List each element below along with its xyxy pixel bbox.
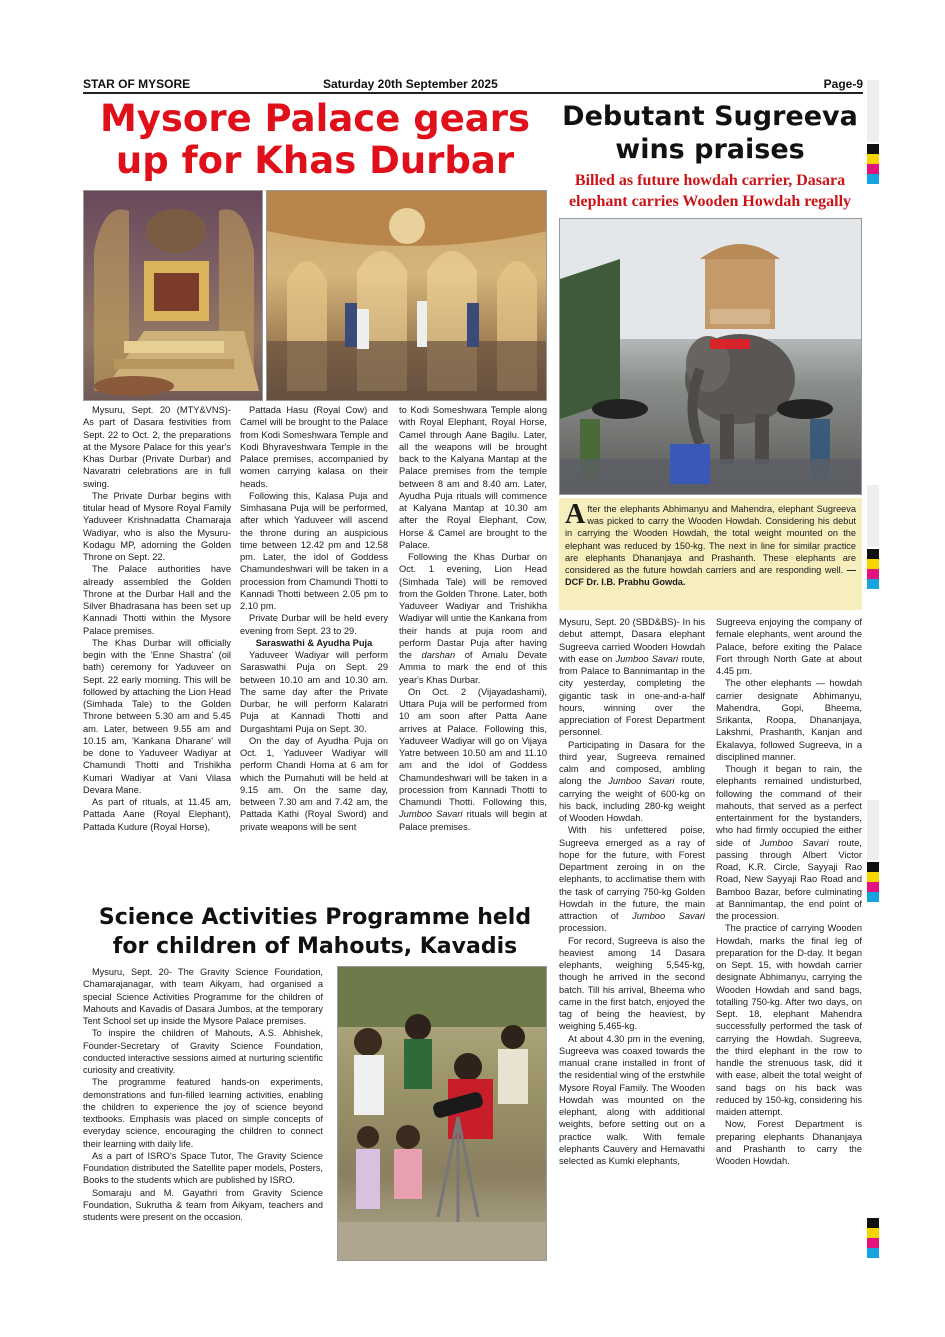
subheading-saraswathi-ayudha-puja: Saraswathi & Ayudha Puja: [255, 637, 373, 648]
caption-dropcap: A: [565, 499, 586, 530]
color-bar-4: [867, 1218, 879, 1258]
issue-date: Saturday 20th September 2025: [323, 77, 498, 91]
story1-column-3: to Kodi Someshwara Temple along with Royal Elephant, Royal Horse, Camel through Aane Bagilu. Later, all the weapons will be brought back to the Kalyana Mantap at the Palace premises from the temple between 8 am and 8.40 am. Later, Ayudha Puja rituals will commence at Kalyana Mantap at 10.30 am after the Royal Elephant, Cow, Horse & Camel are brought to the Palace. Following the Khas Durbar on Oct. 1 evening, Lion Head (Simhada Tale) will be removed from the Golden Throne. Later, both Yaduveer Wadiyar and Trishikha Wadiyar will untie the Kankana from their hands at puja room and perform Dastar Puja after having the darshan of Amalu Devate Amma to mark the end of this year's Khas Durbar. On Oct. 2 (Vijayadashami), Uttara Puja will be performed from 10 am soon after Patta Aane arrives at Palace. Following this, Yaduveer Wadiyar will go on Vijaya Yatre between 10.50 am and 11.10 am and the idol of Goddess Chamundeshwari will be taken in a procession from Kannadi Thotti to Chamundi Thotti. Following this, Jumboo Savari rituals will begin at Palace premises.: [399, 405, 547, 832]
story1-column-1: Mysuru, Sept. 20 (MTY&VNS)- As part of Dasara festivities from Sept. 22 to Oct. 2, the preparations at the Mysore Palace for this year's Khas Durbar (Private Durbar) and Navaratri celebrations are in full swing. The Private Durbar begins with titular head of Mysore Royal Family Yaduveer Krishnadatta Chamaraja Wadiyar, who is also the Mysuru-Kodagu MP, adorning the Golden Throne on Sept. 22. The Palace authorities have already assembled the Golden Throne at the Durbar Hall and the Silver Bhadrasana has been set up Kannadi Thotti within the Mysore Palace premises. The Khas Durbar will officially begin with the 'Enne Shastra' (oil bath) ceremony for Yaduveer on Sept. 22 early morning. This will be followed by attaching the Lion Head (Simhada Tale) to the Golden Throne between 5.30 am and 5.45 am. Later, between 9.55 am and 10.15 am, 'Kankana Dharane' will be done to Yaduveer Wadiyar at Chamundi Thotti and Trishikha Kumari Wadiyar at Vani Vilasa Devara Mane. As part of rituals, at 11.45 am, Pattada Aane (Royal Elephant), Pattada Kudure (Royal Horse),: [83, 405, 231, 832]
registration-strip-top: [867, 80, 879, 142]
story2-column-2: Sugreeva enjoying the company of female elephants, went around the Palace, before exiting the Palace Fort through North Gate at about 4.45 pm. The other elephants — howdah carrier designate Abhimanyu, Mahendra, Gopi, Bheema, Srikanta, Roopa, Dhananjaya, Lakshmi, Prashanth, Kanjan and Ekalavya, followed Sugreeva, in a disciplined manner. Though it began to rain, the elephants remained undisturbed, following the command of their mahouts, that served as a perfect entertainment for the bystanders, who had firmly occupied the either side of Jumboo Savari route, passing through Albert Victor Road, K.R. Circle, Sayyaji Rao Road, New Sayyaji Rao Road and Bamboo Bazar, before culminating at Bannimantap, the end point of the procession. The practice of carrying Wooden Howdah, marks the final leg of preparation for the D-day. It began on Sept. 15, with howdah carrier designate Abhimanyu, carrying the Wooden Howdah and sand bags, totalling 750-kg. After two days, on Sept. 18, elephant Mahendra successfully performed the task of carrying the Howdah. Sugreeva, the third elephant in the row to handle the strenuous task, did it with ease, albeit the total weight of sand bags on his back was reduced by 150-kg, considering his maiden attempt. Now, Forest Department is preparing elephants Dhananjaya and Prashanth to carry the Wooden Howdah.: [716, 617, 862, 1166]
registration-strip-3: [867, 800, 879, 860]
story3-text: Mysuru, Sept. 20- The Gravity Science Foundation, Chamarajanagar, with team Aikyam, had organised a special Science Activities Programme for the children of Mahouts and Kavadis of Dasara Jumbos, at the temporary Tent School set up inside the Mysore Palace premises. To inspire the children of Mahouts, A.S. Abhishek, Founder-Secretary of Gravity Science Foundation, conducted interactive sessions aimed at nurturing scientific curiosity and creativity. The programme featured hands-on experiments, demonstrations and fun-filled learning activities, enabling the children to experience the joy of science beyond textbooks. Emphasis was placed on simple concepts of everyday science, encouraging the children to connect their learning with daily life. As a part of ISRO's Space Tutor, The Gravity Science Foundation distributed the Satellite paper models, Posters, Books to the students which are published by ISRO. Somaraju and M. Gayathri from Gravity Science Foundation, Sukrutha & team from Aikyam, teachers and students were present on the occasion.: [83, 967, 323, 1222]
story3-headline: Science Activities Programme held for children of Mahouts, Kavadis: [98, 905, 532, 959]
caption-credit: —DCF Dr. I.B. Prabhu Gowda.: [565, 565, 856, 588]
color-bar-2: [867, 549, 879, 589]
durbar-hall-cleaning-photo: [266, 190, 547, 401]
page-number: Page-9: [823, 77, 863, 91]
story1-column-2: Pattada Hasu (Royal Cow) and Camel will be brought to the Palace from Kodi Someshwara Temple and Kodi Bhyraveshwara Temple in the Palace premises, accompanied by women carrying kalasa on their heads. Following this, Kalasa Puja and Simhasana Puja will be performed, after which Yaduveer will ascend the throne during an auspicious time between 12.42 pm and 12.58 pm. Later, the idol of Goddess Chamundeshwari will be taken in a procession from Chamundi Thotti to Kannadi Thotti between 2.05 pm to 2.10 pm. Private Durbar will be held every evening from Sept. 23 to 29. Saraswathi & Ayudha Puja Yaduveer Wadiyar will perform Saraswathi Puja on Sept. 29 between 10.10 am and 10.30 am. The same day after the Private Durbar, he will perform Kalaratri Puja at Kannadi Thotti and Durgashtami Puja on Sept. 30. On the day of Ayudha Puja on Oct. 1, Yaduveer Wadiyar will perform Chandi Homa at 6 am for which the Purnahuti will be held at 9.15 am. On the same day, between 7.30 am and 7.42 am, the Pattada Kathi (Royal Sword) and private weapons will be sent: [240, 405, 388, 832]
header-rule: [83, 92, 863, 94]
sugreeva-elephant-photo: [559, 218, 862, 495]
color-bar-1: [867, 144, 879, 184]
story2-subheadline: Billed as future howdah carrier, Dasara elephant carries Wooden Howdah regally: [568, 172, 852, 210]
story2-headline: Debutant Sugreeva wins praises: [562, 101, 858, 165]
newspaper-name: STAR OF MYSORE: [83, 77, 191, 91]
golden-throne-photo: [83, 190, 263, 401]
children-telescope-photo: [337, 966, 547, 1261]
story2-column-1: Mysuru, Sept. 20 (SBD&BS)- In his debut attempt, Dasara elephant Sugreeva carried Wooden Howdah with ease on Jumboo Savari route, from Palace to Bannimantap in the city yesterday, completing the gigantic task in one-and-a-half hours, winning over the appreciation of Forest Department personnel. Participating in Dasara for the third year, Sugreeva remained calm and composed, ambling along the Jumboo Savari route, carrying the weight of 600-kg on his back, including 280-kg weight of Wooden Howdah. With his unfettered poise, Sugreeva emerged as a ray of hope for the future, with Forest Department zeroing in on the elephants, to acclimatise them with the task of carrying 750-kg Golden Howdah in the future, the main attraction of Jumboo Savari procession. For record, Sugreeva is also the heaviest among 14 Dasara elephants, weighing 5,545-kg, though he arrived in the second batch. Till his arrival, Bheema who came in the first batch, enjoyed the tag of being the heaviest, by weighing 5,465-kg. At about 4.30 pm in the evening, Sugreeva was coaxed towards the manual crane installed in front of the residential wing of the erstwhile Mysore Royal Family. The Wooden Howdah was mounted on the elephant, along with additional weights, before setting out on a practice walk. With female elephants Cauvery and Hemavathi selected as Kumki elephants,: [559, 617, 706, 1166]
story1-headline: Mysore Palace gears up for Khas Durbar: [99, 97, 531, 182]
color-bar-3: [867, 862, 879, 902]
registration-strip-2: [867, 485, 879, 547]
photo-caption-box: After the elephants Abhimanyu and Mahendra, elephant Sugreeva was picked to carry the Wooden Howdah. Considering his debut in carrying the Wooden Howdah, the total weight mounted on the elephant was reduced by 150-kg. The next in line for similar practice are elephants Dhananjaya and Prashanth. These elephants are considered as the future howdah carriers and are responding well. —DCF Dr. I.B. Prabhu Gowda.: [559, 498, 862, 610]
